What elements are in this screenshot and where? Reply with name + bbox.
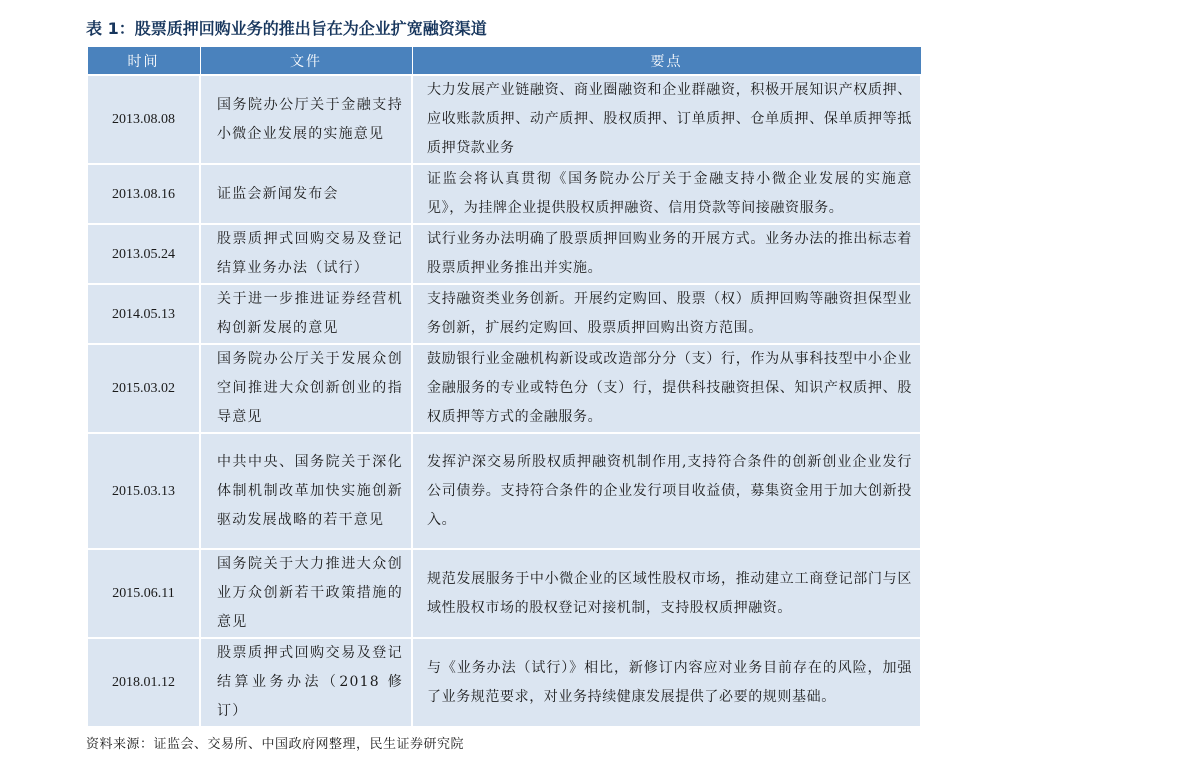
table-row — [87, 549, 921, 638]
row-points: 证监会将认真贯彻《国务院办公厅关于金融支持小微企业发展的实施意见》，为挂牌企业提供股权质押融资、信用贷款等间接融资服务。 — [412, 164, 921, 224]
table-title: 表 1：股票质押回购业务的推出旨在为企业扩宽融资渠道 — [86, 19, 487, 38]
row-points: 支持融资类业务创新。开展约定购回、股票（权）质押回购等融资担保型业务创新，扩展约定购回、股票质押回购出资方范围。 — [412, 284, 921, 344]
policy-table — [86, 46, 922, 728]
row-date: 2013.05.24 — [87, 224, 200, 284]
header-document: 文件 — [200, 47, 412, 76]
row-date: 2018.01.12 — [87, 638, 200, 727]
table-row — [87, 284, 921, 344]
row-document: 股票质押式回购交易及登记结算业务办法（试行） — [200, 224, 412, 284]
table-row — [87, 224, 921, 284]
row-date: 2015.03.02 — [87, 344, 200, 433]
row-date: 2015.06.11 — [87, 549, 200, 638]
table-row — [87, 344, 921, 433]
table-row — [87, 164, 921, 224]
table-row — [87, 75, 921, 164]
row-document: 中共中央、国务院关于深化体制机制改革加快实施创新驱动发展战略的若干意见 — [200, 433, 412, 549]
header-key-points: 要点 — [412, 47, 921, 76]
row-points: 大力发展产业链融资、商业圈融资和企业群融资，积极开展知识产权质押、应收账款质押、动产质押、股权质押、订单质押、仓单质押、保单质押等抵质押贷款业务 — [412, 75, 921, 164]
row-document: 证监会新闻发布会 — [200, 164, 412, 224]
source-note: 资料来源：证监会、交易所、中国政府网整理，民生证券研究院 — [86, 737, 465, 752]
row-date: 2013.08.16 — [87, 164, 200, 224]
row-points: 与《业务办法（试行）》相比，新修订内容应对业务目前存在的风险，加强了业务规范要求，对业务持续健康发展提供了必要的规则基础。 — [412, 638, 921, 727]
row-date: 2015.03.13 — [87, 433, 200, 549]
row-document: 国务院关于大力推进大众创业万众创新若干政策措施的意见 — [200, 549, 412, 638]
header-time: 时间 — [87, 47, 200, 76]
row-document: 股票质押式回购交易及登记结算业务办法（2018 修订） — [200, 638, 412, 727]
table-header-row — [87, 47, 921, 76]
row-date: 2013.08.08 — [87, 75, 200, 164]
row-document: 关于进一步推进证券经营机构创新发展的意见 — [200, 284, 412, 344]
row-points: 试行业务办法明确了股票质押回购业务的开展方式。业务办法的推出标志着股票质押业务推出并实施。 — [412, 224, 921, 284]
row-points: 规范发展服务于中小微企业的区域性股权市场，推动建立工商登记部门与区域性股权市场的股权登记对接机制，支持股权质押融资。 — [412, 549, 921, 638]
table-row — [87, 433, 921, 549]
row-document: 国务院办公厅关于发展众创空间推进大众创新创业的指导意见 — [200, 344, 412, 433]
row-date: 2014.05.13 — [87, 284, 200, 344]
row-points: 发挥沪深交易所股权质押融资机制作用,支持符合条件的创新创业企业发行公司债券。支持符合条件的企业发行项目收益债，募集资金用于加大创新投入。 — [412, 433, 921, 549]
row-document: 国务院办公厅关于金融支持小微企业发展的实施意见 — [200, 75, 412, 164]
table-row — [87, 638, 921, 727]
row-points: 鼓励银行业金融机构新设或改造部分分（支）行，作为从事科技型中小企业金融服务的专业或特色分（支）行，提供科技融资担保、知识产权质押、股权质押等方式的金融服务。 — [412, 344, 921, 433]
